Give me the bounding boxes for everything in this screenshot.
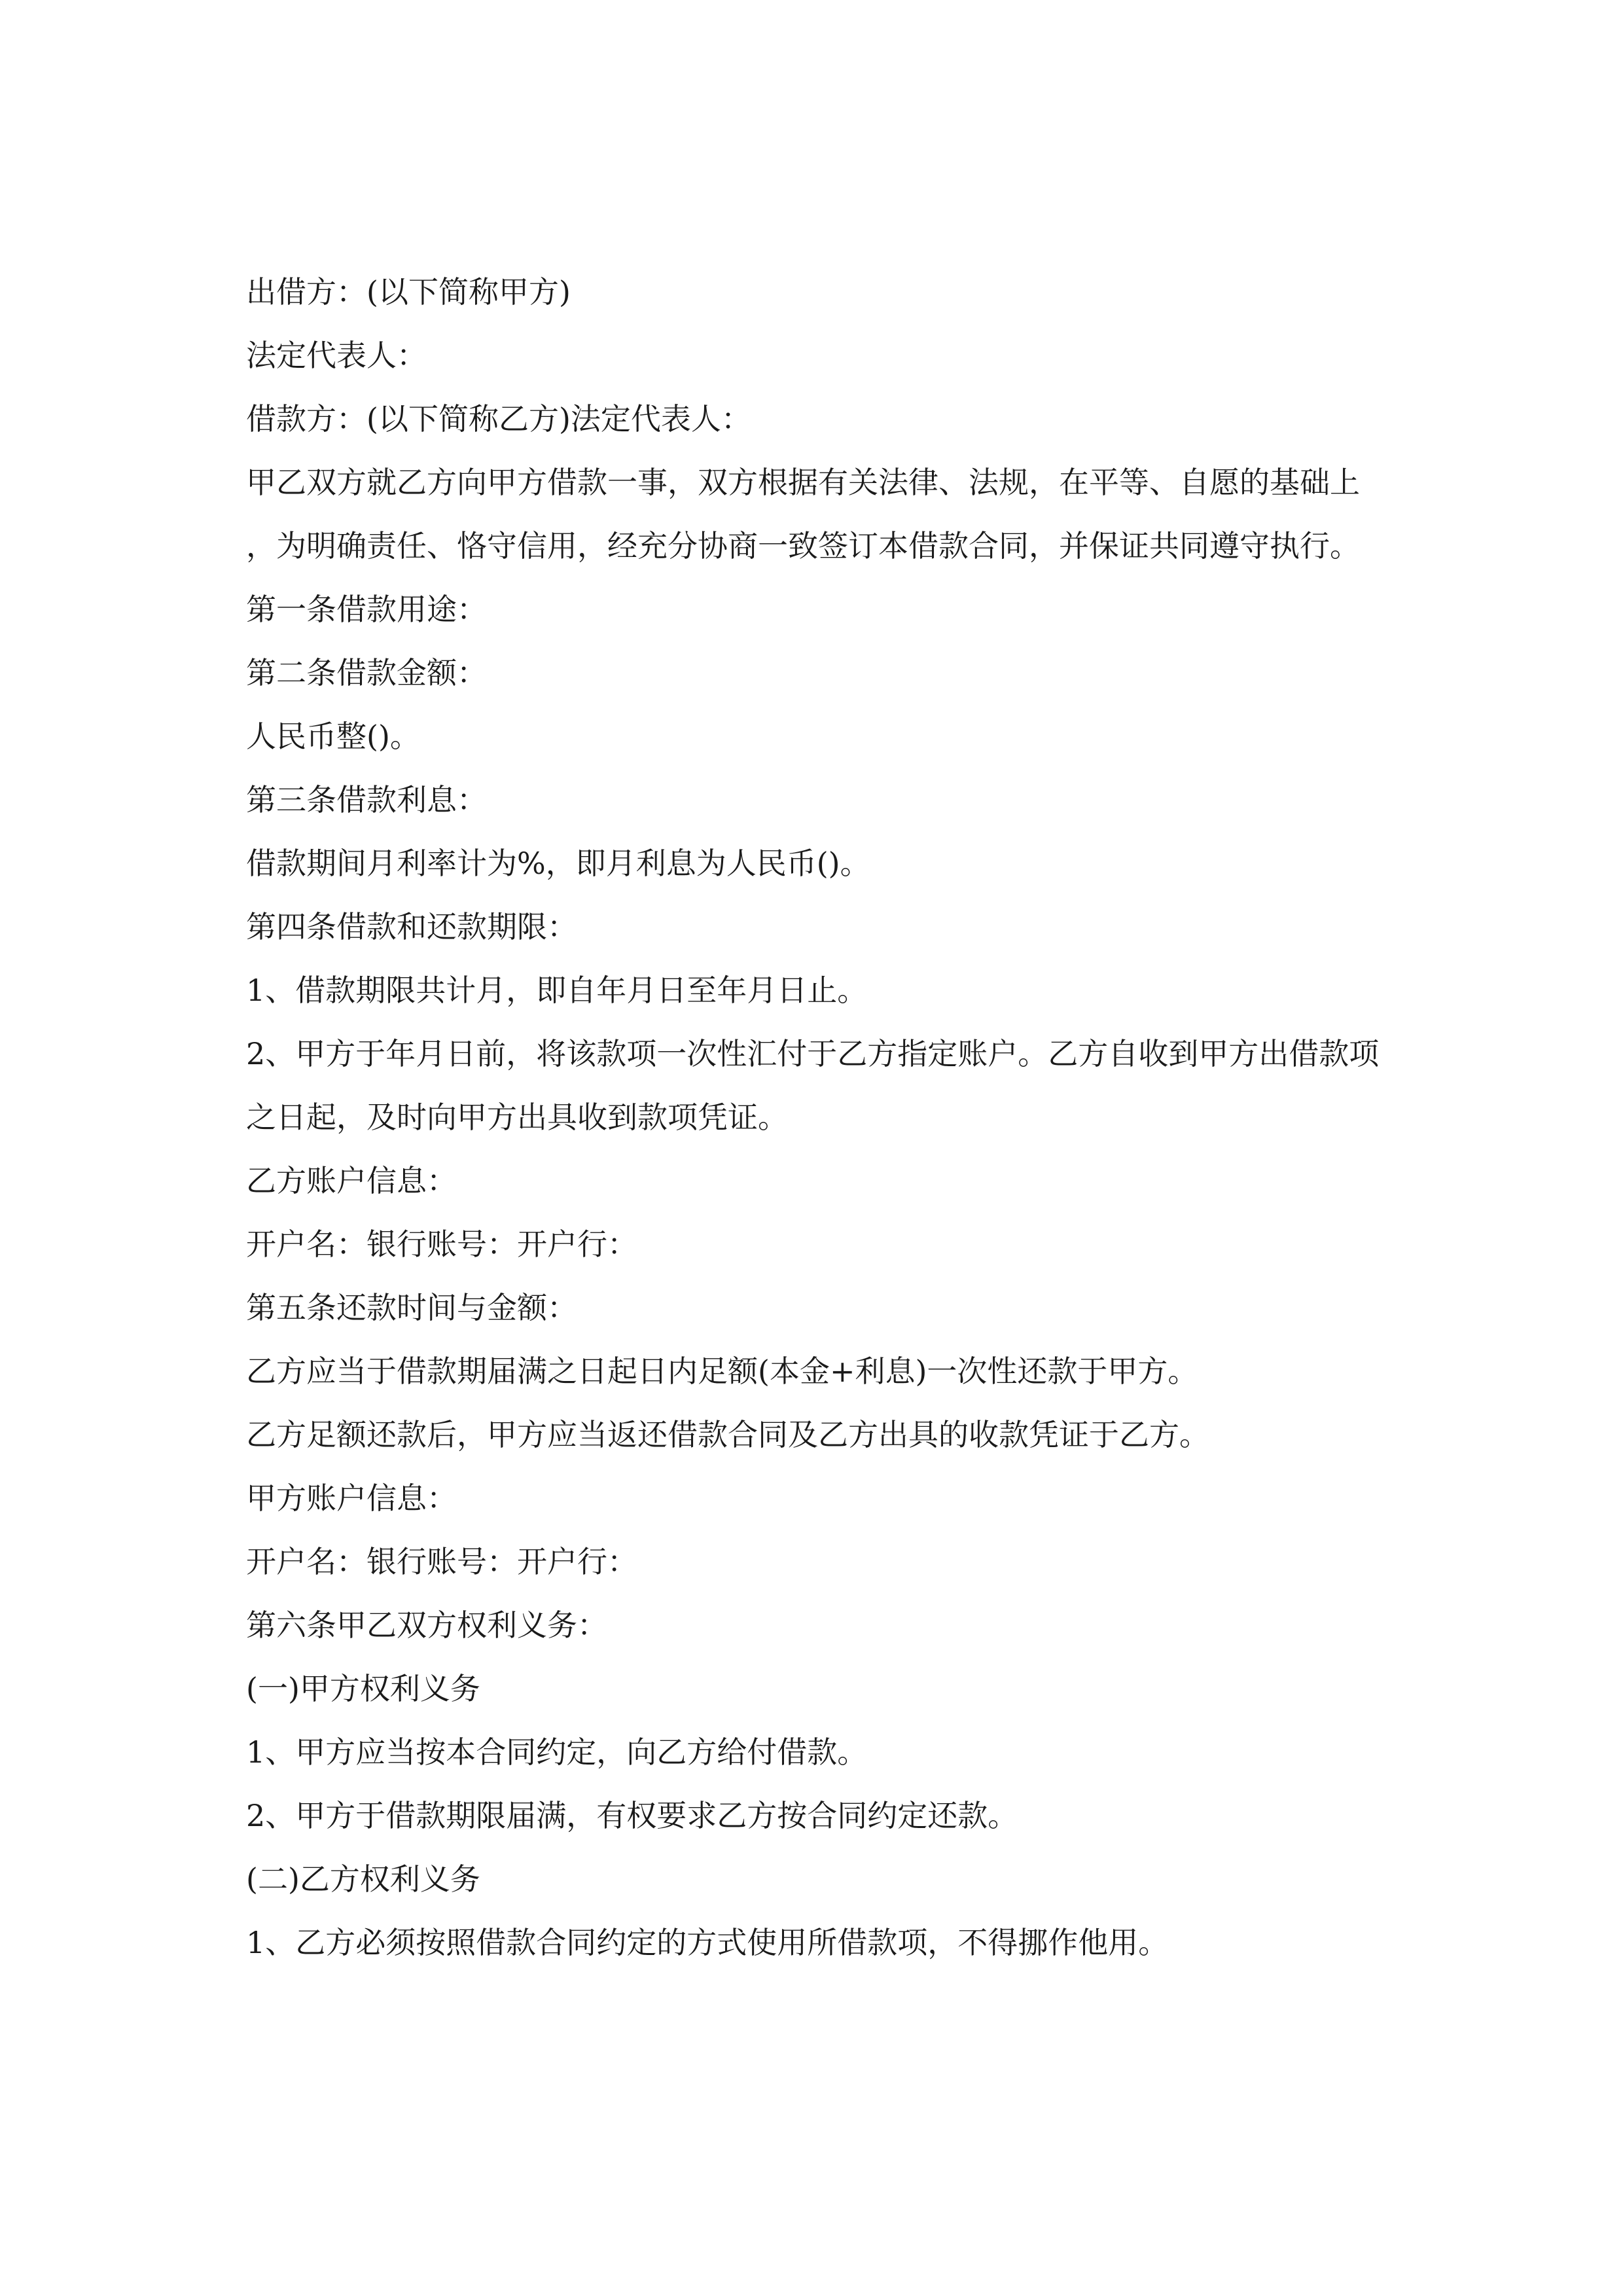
article-1-heading: 第一条借款用途： (246, 592, 487, 627)
lender-legal-rep-line: 法定代表人： (246, 338, 427, 373)
loan-amount-line: 人民币整()。 (246, 719, 420, 754)
loan-term-item-1: 1、借款期限共计月，即自年月日至年月日止。 (246, 973, 868, 1008)
borrower-account-heading: 乙方账户信息： (246, 1163, 457, 1198)
article-2-heading: 第二条借款金额： (246, 655, 487, 691)
party-a-right-2: 2、甲方于借款期限届满，有权要求乙方按合同约定还款。 (246, 1798, 1018, 1833)
loan-term-item-2: 2、甲方于年月日前，将该款项一次性汇付于乙方指定账户。乙方自收到甲方出借款项之日起，及时向甲方出具收到款项凭证。 (246, 1036, 1380, 1135)
repayment-line-2: 乙方足额还款后，甲方应当返还借款合同及乙方出具的收款凭证于乙方。 (246, 1417, 1209, 1452)
party-a-right-1: 1、甲方应当按本合同约定，向乙方给付借款。 (246, 1734, 868, 1770)
interest-rate-line: 借款期间月利率计为%，即月利息为人民币()。 (246, 846, 870, 881)
party-b-right-1: 1、乙方必须按照借款合同约定的方式使用所借款项，不得挪作他用。 (246, 1925, 1169, 1960)
party-a-rights-heading: (一)甲方权利义务 (246, 1671, 480, 1706)
borrower-account-fields: 开户名：银行账号：开户行： (246, 1227, 637, 1262)
repayment-line-1: 乙方应当于借款期届满之日起日内足额(本金+利息)一次性还款于甲方。 (246, 1354, 1198, 1389)
article-3-heading: 第三条借款利息： (246, 782, 487, 817)
lender-account-fields: 开户名：银行账号：开户行： (246, 1544, 637, 1579)
article-6-heading: 第六条甲乙双方权利义务： (246, 1607, 607, 1643)
preamble-paragraph: 甲乙双方就乙方向甲方借款一事，双方根据有关法律、法规，在平等、自愿的基础上，为明确责任、恪守信用，经充分协商一致签订本借款合同，并保证共同遵守执行。 (246, 465, 1360, 564)
borrower-line: 借款方：(以下简称乙方)法定代表人： (246, 401, 751, 437)
lender-line: 出借方：(以下简称甲方) (246, 274, 571, 310)
lender-account-heading: 甲方账户信息： (246, 1480, 457, 1516)
party-b-rights-heading: (二)乙方权利义务 (246, 1861, 480, 1897)
article-5-heading: 第五条还款时间与金额： (246, 1290, 577, 1325)
contract-body (246, 260, 1385, 1975)
article-4-heading: 第四条借款和还款期限： (246, 909, 577, 944)
